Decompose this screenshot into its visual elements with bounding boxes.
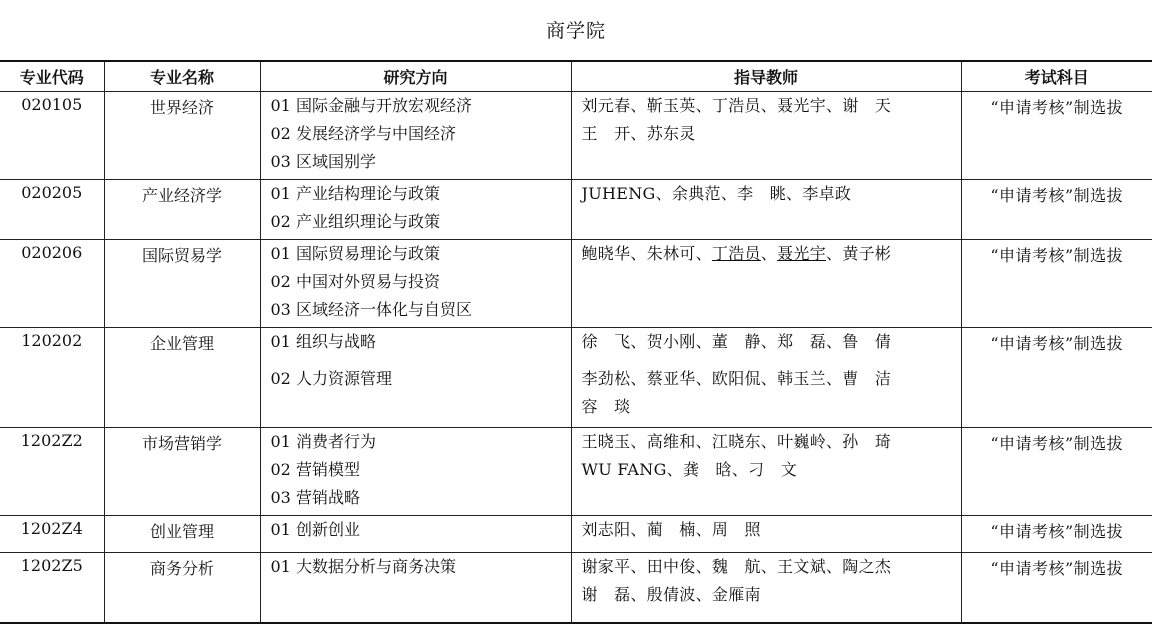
table-header-row (0, 61, 1152, 92)
direction-item: 01 大数据分析与商务决策 (270, 557, 456, 576)
program-code: 1202Z5 (0, 553, 104, 623)
research-directions (260, 553, 571, 623)
direction-item: 02 发展经济学与中国经济 (270, 124, 456, 143)
advisor-line: 容 琰 (581, 397, 631, 416)
program-table (0, 60, 1152, 624)
advisors (571, 240, 961, 328)
direction-item: 01 国际贸易理论与政策 (270, 244, 440, 263)
program-code: 020206 (0, 240, 104, 328)
direction-item: 01 创新创业 (270, 520, 360, 539)
exam-method: “申请考核”制选拔 (961, 328, 1152, 428)
advisor-line: 李劲松、蔡亚华、欧阳侃、韩玉兰、曹 洁 (581, 369, 892, 388)
advisor-line: 王晓玉、高维和、江晓东、叶巍岭、孙 琦 (581, 432, 892, 451)
table-row (0, 240, 1152, 328)
advisor-line: 谢 磊、殷倩波、金雁南 (581, 585, 761, 604)
header-code: 专业代码 (0, 61, 104, 92)
direction-item: 01 组织与战略 (270, 332, 376, 351)
program-code: 1202Z4 (0, 516, 104, 553)
research-directions (260, 428, 571, 516)
advisor-line: 刘志阳、蔺 楠、周 照 (581, 520, 761, 539)
research-directions (260, 92, 571, 180)
exam-method: “申请考核”制选拔 (961, 516, 1152, 553)
table-row (0, 553, 1152, 623)
advisors (571, 180, 961, 240)
program-name: 产业经济学 (104, 180, 260, 240)
direction-item: 02 中国对外贸易与投资 (270, 272, 440, 291)
advisors (571, 516, 961, 553)
advisor-text: 鲍晓华、朱林可、 (581, 244, 712, 263)
advisors (571, 92, 961, 180)
advisor-underlined: 丁浩员 (711, 244, 761, 263)
table-row (0, 92, 1152, 180)
exam-method: “申请考核”制选拔 (961, 240, 1152, 328)
exam-method: “申请考核”制选拔 (961, 428, 1152, 516)
header-name: 专业名称 (104, 61, 260, 92)
header-exam: 考试科目 (961, 61, 1152, 92)
table-row (0, 516, 1152, 553)
exam-method: “申请考核”制选拔 (961, 553, 1152, 623)
header-teachers: 指导教师 (571, 61, 961, 92)
table-row (0, 328, 1152, 428)
program-name: 创业管理 (104, 516, 260, 553)
table-row (0, 180, 1152, 240)
program-name: 企业管理 (104, 328, 260, 428)
direction-item: 02 产业组织理论与政策 (270, 212, 440, 231)
research-directions (260, 328, 571, 428)
exam-method: “申请考核”制选拔 (961, 92, 1152, 180)
advisors (571, 553, 961, 623)
direction-item: 02 营销模型 (270, 460, 360, 479)
advisors (571, 428, 961, 516)
program-code: 1202Z2 (0, 428, 104, 516)
advisor-line (582, 243, 961, 271)
direction-item: 01 消费者行为 (270, 432, 376, 451)
advisor-line: 王 开、苏东灵 (581, 124, 696, 143)
direction-item: 01 产业结构理论与政策 (270, 184, 440, 203)
research-directions (260, 516, 571, 553)
advisor-line: 谢家平、田中俊、魏 航、王文斌、陶之杰 (581, 557, 892, 576)
program-name: 商务分析 (104, 553, 260, 623)
research-directions (260, 240, 571, 328)
program-name: 国际贸易学 (104, 240, 260, 328)
direction-item: 03 区域国别学 (270, 152, 376, 171)
program-name: 市场营销学 (104, 428, 260, 516)
exam-method: “申请考核”制选拔 (961, 180, 1152, 240)
advisor-line: WU FANG、龚 晗、刁 文 (581, 460, 798, 479)
advisor-underlined: 聂光宇 (777, 244, 827, 263)
program-code: 020105 (0, 92, 104, 180)
advisor-line: 徐 飞、贺小刚、董 静、郑 磊、鲁 倩 (581, 332, 892, 351)
research-directions (260, 180, 571, 240)
advisor-line: 刘元春、靳玉英、丁浩员、聂光宇、谢 天 (581, 96, 892, 115)
advisor-text: 、黄子彬 (826, 244, 892, 263)
program-code: 120202 (0, 328, 104, 428)
program-name: 世界经济 (104, 92, 260, 180)
advisor-line: JUHENG、余典范、李 眺、李卓政 (581, 184, 852, 203)
advisors (571, 328, 961, 428)
advisor-text: 、 (760, 244, 778, 263)
direction-item: 03 区域经济一体化与自贸区 (270, 300, 472, 319)
header-direction: 研究方向 (260, 61, 571, 92)
direction-item: 02 人力资源管理 (270, 369, 392, 388)
direction-item: 03 营销战略 (270, 488, 360, 507)
direction-item: 01 国际金融与开放宏观经济 (270, 96, 472, 115)
program-code: 020205 (0, 180, 104, 240)
page-title: 商学院 (545, 20, 606, 42)
table-row (0, 428, 1152, 516)
